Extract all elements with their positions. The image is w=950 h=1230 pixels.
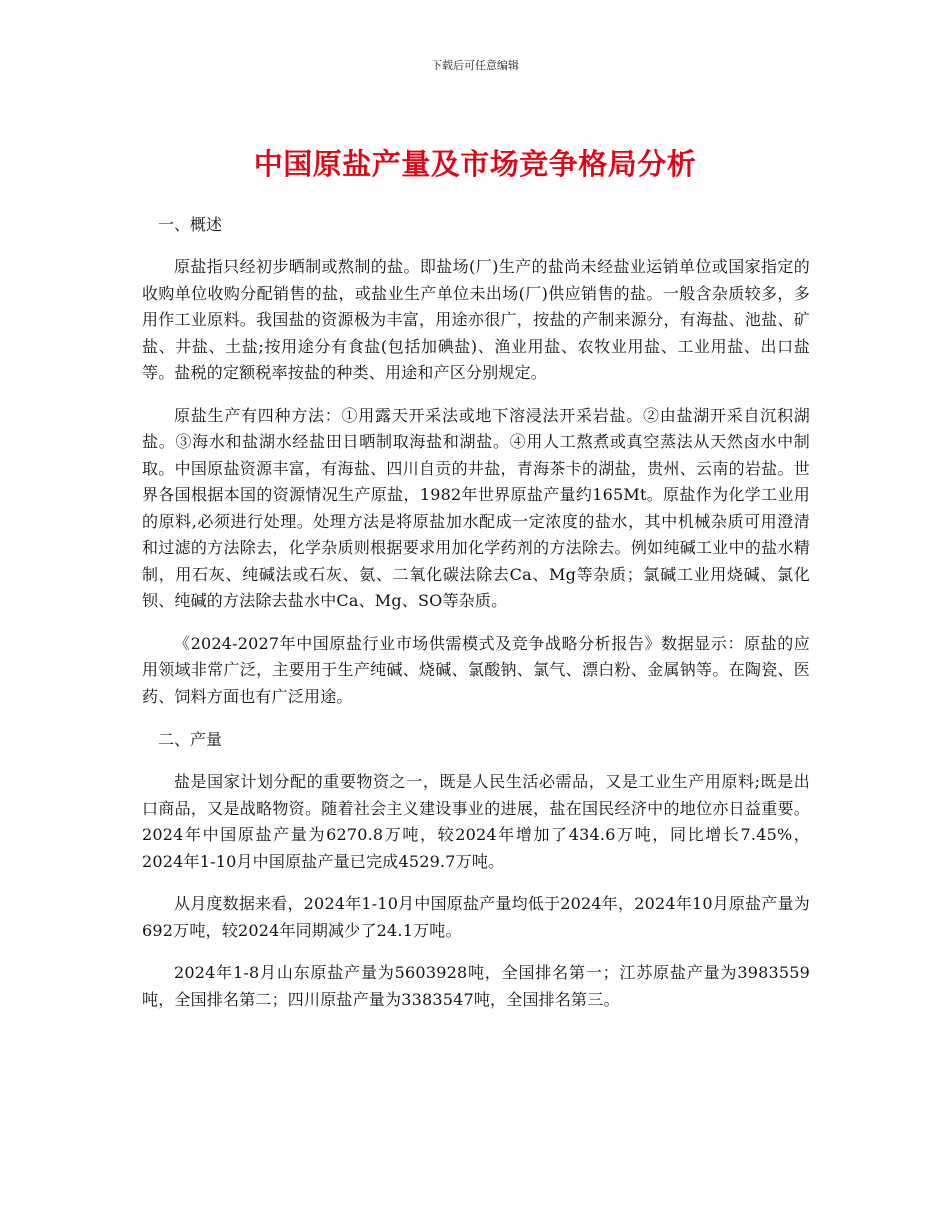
- section-heading-overview: 一、概述: [158, 215, 223, 234]
- paragraph: 原盐生产有四种方法：①用露天开采法或地下溶浸法开采岩盐。②由盐湖开采自沉积湖盐。③海水和盐湖水经盐田日晒制取海盐和湖盐。④用人工熬煮或真空蒸法从天然卤水中制取。中国原盐资源丰富，有海盐、四川自贡的井盐，青海茶卡的湖盐，贵州、云南的岩盐。世界各国根据本国的资源情况生产原盐，1982年世界原盐产量约165Mt。原盐作为化学工业用的原料,必须进行处理。处理方法是将原盐加水配成一定浓度的盐水，其中机械杂质可用澄清和过滤的方法除去，化学杂质则根据要求用加化学药剂的方法除去。例如纯碱工业中的盐水精制，用石灰、纯碱法或石灰、氨、二氧化碳法除去Ca、Mg等杂质；氯碱工业用烧碱、氯化钡、纯碱的方法除去盐水中Ca、Mg、SO等杂质。: [142, 405, 810, 610]
- paragraph: 2024年1-8月山东原盐产量为5603928吨，全国排名第一；江苏原盐产量为3983559吨，全国排名第二；四川原盐产量为3383547吨，全国排名第三。: [142, 963, 810, 1009]
- page-header-note: 下载后可任意编辑: [431, 59, 519, 72]
- paragraph: 原盐指只经初步晒制或熬制的盐。即盐场(厂)生产的盐尚未经盐业运销单位或国家指定的收购单位收购分配销售的盐，或盐业生产单位未出场(厂)供应销售的盐。一般含杂质较多，多用作工业原料。我国盐的资源极为丰富，用途亦很广，按盐的产制来源分，有海盐、池盐、矿盐、井盐、土盐;按用途分有食盐(包括加碘盐)、渔业用盐、农牧业用盐、工业用盐、出口盐等。盐税的定额税率按盐的种类、用途和产区分别规定。: [142, 257, 810, 382]
- document-body: [142, 211, 810, 1029]
- paragraph: 盐是国家计划分配的重要物资之一，既是人民生活必需品，又是工业生产用原料;既是出口商品，又是战略物资。随着社会主义建设事业的进展，盐在国民经济中的地位亦日益重要。2024年中国原盐产量为6270.8万吨，较2024年增加了434.6万吨，同比增长7.45%，2024年1-10月中国原盐产量已完成4529.7万吨。: [142, 772, 810, 871]
- paragraph: 《2024-2027年中国原盐行业市场供需模式及竞争战略分析报告》数据显示：原盐的应用领域非常广泛，主要用于生产纯碱、烧碱、氯酸钠、氯气、漂白粉、金属钠等。在陶瓷、医药、饲料方面也有广泛用途。: [142, 633, 810, 706]
- section-heading-production: 二、产量: [158, 730, 223, 749]
- paragraph: 从月度数据来看，2024年1-10月中国原盐产量均低于2024年，2024年10月原盐产量为692万吨，较2024年同期减少了24.1万吨。: [142, 894, 810, 940]
- document-title: 中国原盐产量及市场竞争格局分析: [253, 147, 697, 181]
